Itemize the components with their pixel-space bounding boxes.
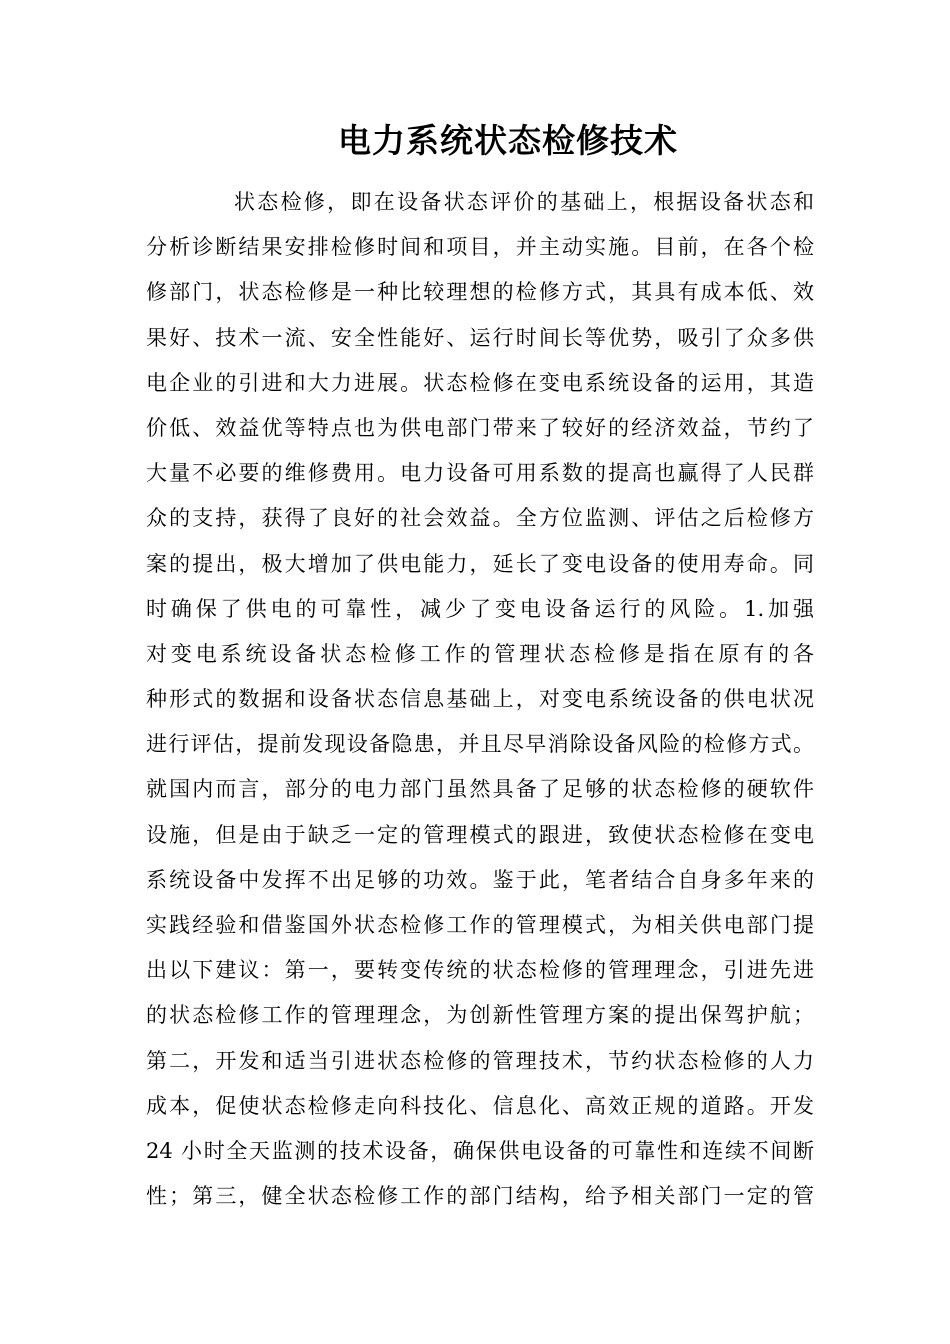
- section-heading-start: 1.加强: [744, 596, 814, 621]
- text-line: [146, 587, 814, 632]
- text-segment: 状态检修是指在原有的各: [544, 641, 815, 666]
- text-line: 状态检修，即在设备状态评价的基础上，根据设备状态和: [234, 190, 814, 214]
- text-line: 实践经验和借鉴国外状态检修工作的管理模式，为相关供电部门提: [146, 913, 814, 937]
- document-title: 电力系统状态检修技术: [338, 121, 678, 160]
- text-line: 修部门，状态检修是一种比较理想的检修方式，其具有成本低、效: [146, 280, 814, 305]
- text-line: 出以下建议：第一，要转变传统的状态检修的管理理念，引进先进: [146, 958, 814, 983]
- text-line: 电企业的引进和大力进展。状态检修在变电系统设备的运用，其造: [146, 370, 814, 395]
- text-line: 系统设备中发挥不出足够的功效。鉴于此，笔者结合自身多年来的: [146, 867, 814, 892]
- text-line: [146, 632, 814, 677]
- text-line: 进行评估，提前发现设备隐患，并且尽早消除设备风险的检修方式。: [146, 732, 814, 757]
- text-line: 价低、效益优等特点也为供电部门带来了较好的经济效益，节约了: [146, 415, 814, 440]
- text-line: 24 小时全天监测的技术设备，确保供电设备的可靠性和连续不间断: [146, 1138, 814, 1163]
- text-line: 大量不必要的维修费用。电力设备可用系数的提高也赢得了人民群: [146, 461, 814, 486]
- text-line: 案的提出，极大增加了供电能力，延长了变电设备的使用寿命。同: [146, 551, 814, 576]
- text-line: 果好、技术一流、安全性能好、运行时间长等优势，吸引了众多供: [146, 325, 814, 350]
- text-line: 第二，开发和适当引进状态检修的管理技术，节约状态检修的人力: [146, 1048, 814, 1073]
- text-line: 成本，促使状态检修走向科技化、信息化、高效正规的道路。开发: [146, 1093, 814, 1118]
- text-line: 性；第三，健全状态检修工作的部门结构，给予相关部门一定的管: [146, 1184, 814, 1209]
- text-line: 设施，但是由于缺乏一定的管理模式的跟进，致使状态检修在变电: [146, 822, 814, 847]
- section-heading-end: 对变电系统设备状态检修工作的管理: [146, 641, 545, 666]
- text-line: 种形式的数据和设备状态信息基础上，对变电系统设备的供电状况: [146, 687, 814, 712]
- text-line: 众的支持，获得了良好的社会效益。全方位监测、评估之后检修方: [146, 506, 814, 531]
- text-line: 就国内而言，部分的电力部门虽然具备了足够的状态检修的硬软件: [146, 777, 814, 802]
- text-line: 的状态检修工作的管理理念，为创新性管理方案的提出保驾护航；: [146, 1003, 814, 1028]
- text-segment: 时确保了供电的可靠性，减少了变电设备运行的风险。: [146, 596, 745, 621]
- text-line: 分析诊断结果安排检修时间和项目，并主动实施。目前，在各个检: [146, 235, 814, 260]
- document-body: [146, 180, 814, 1219]
